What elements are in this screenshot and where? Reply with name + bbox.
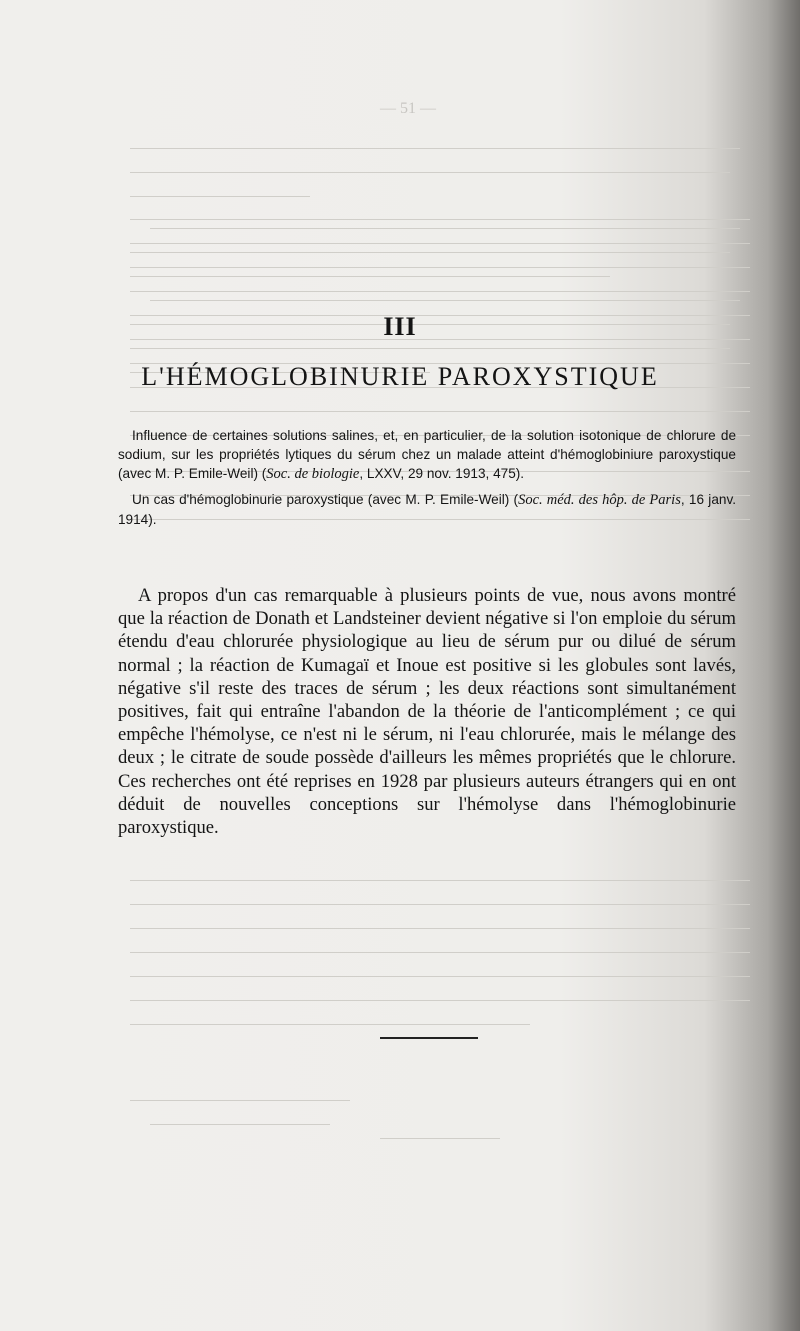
section-end-rule: [380, 1037, 478, 1039]
bibliographic-references: [118, 426, 736, 535]
chapter-number: III: [383, 312, 417, 341]
reference-source: Soc. méd. des hôp. de Paris: [518, 492, 681, 508]
reference-entry: Influence de certaines solutions salines, et, en particulier, de la solution isotonique de chlorure de sodium, sur les propriétés lytiques du sérum chez un malade atteint d'hémoglobiniure paroxystique (avec M. P. Emile-Weil) (Soc. de biologie, LXXV, 29 nov. 1913, 475).: [118, 428, 736, 482]
reference-entry: Un cas d'hémoglobinurie paroxystique (avec M. P. Emile-Weil) (Soc. méd. des hôp. de Paris, 16 janv. 1914).: [118, 492, 737, 527]
show-through-page-number: — 51 —: [380, 100, 436, 117]
reference-source: Soc. de biologie: [266, 466, 360, 482]
summary-paragraph: A propos d'un cas remarquable à plusieurs points de vue, nous avons montré que la réaction de Donath et Landsteiner devient négative si l'on emploie du sérum étendu d'eau chlorurée physiologique au lieu de sérum pur ou dilué de sérum normal ; la réaction de Kumagaï et Inoue est positive si les globules sont lavés, négative s'il reste des traces de sérum ; les deux réactions sont simultanément positives, fait qui entraîne l'abandon de la théorie de l'anticomplément ; ce qui empêche l'hémolyse, ce n'est ni le sérum, ni l'eau chlorurée, mais le mélange des deux ; le citrate de soude possède d'ailleurs les mêmes propriétés que le chlorure. Ces recherches ont été reprises en 1928 par plusieurs auteurs étrangers qui en ont déduit de nouvelles conceptions sur l'hémolyse dans l'hémoglobinurie paroxystique.: [118, 585, 736, 839]
chapter-title: L'HÉMOGLOBINURIE PAROXYSTIQUE: [141, 362, 659, 391]
